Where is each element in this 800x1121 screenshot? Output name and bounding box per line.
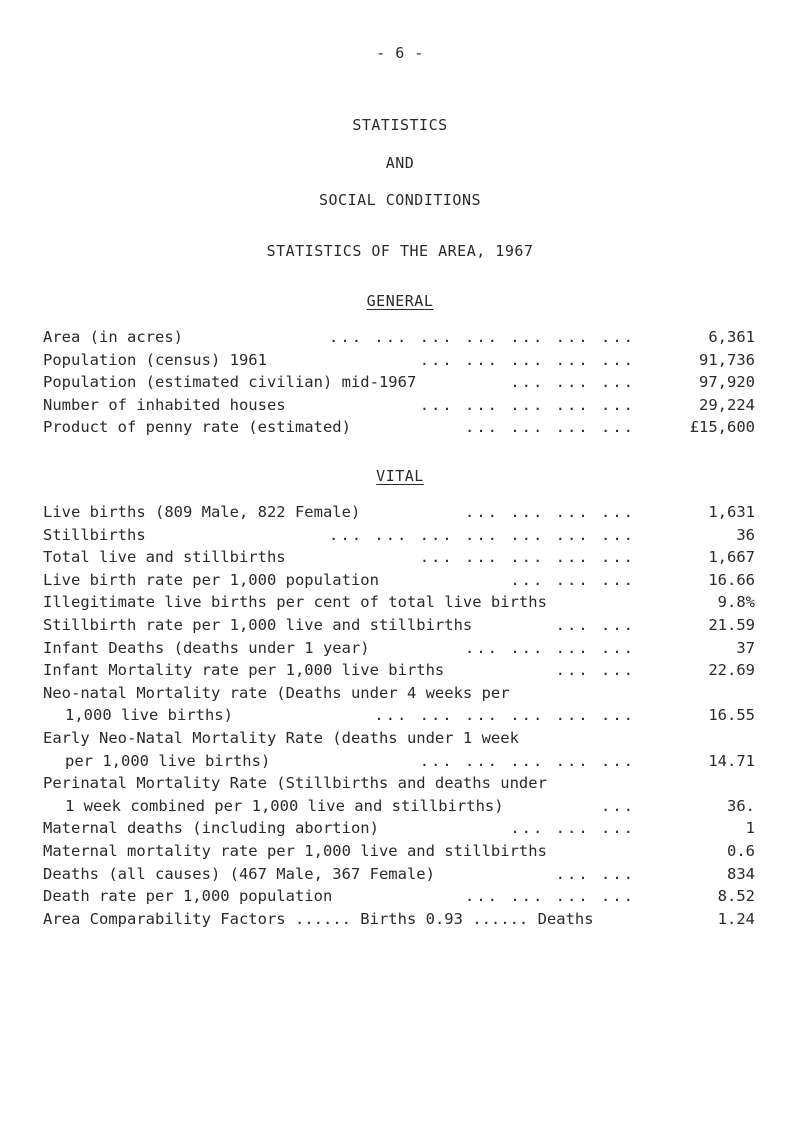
- heading-statistics: STATISTICS: [352, 116, 448, 134]
- table-row: [43, 614, 755, 637]
- row-leader-dots: ... ... ... ...: [465, 418, 635, 437]
- vital-table: [43, 501, 755, 930]
- row-label: Death rate per 1,000 population: [43, 887, 333, 906]
- row-value: 97,920: [699, 373, 755, 392]
- row-label: Infant Deaths (deaths under 1 year): [43, 638, 370, 657]
- table-row: [43, 501, 755, 524]
- row-value: 22.69: [708, 661, 755, 680]
- row-label: Maternal deaths (including abortion): [43, 819, 379, 838]
- row-value: 1,631: [708, 503, 755, 521]
- row-label: Infant Mortality rate per 1,000 live births: [43, 661, 445, 680]
- table-row: [43, 704, 755, 727]
- row-value: 36.: [727, 796, 755, 815]
- row-label: Total live and stillbirths: [43, 548, 286, 567]
- row-value: 16.66: [708, 570, 755, 589]
- table-row: [43, 659, 755, 682]
- page-number: - 6 -: [376, 44, 424, 62]
- row-leader-dots: ... ... ... ...: [465, 887, 635, 906]
- general-table: [43, 326, 755, 439]
- row-leader-dots: ... ...: [555, 615, 635, 634]
- row-leader-dots: ... ... ... ...: [465, 638, 635, 657]
- row-value: 6,361: [708, 328, 755, 346]
- row-value: 16.55: [708, 706, 755, 725]
- row-value: 14.71: [708, 751, 755, 770]
- table-row: [43, 908, 755, 931]
- table-row: [43, 682, 755, 705]
- row-leader-dots: ... ... ... ... ... ... ...: [329, 525, 635, 544]
- row-value: 21.59: [708, 615, 755, 634]
- row-leader-dots: ... ... ... ... ...: [419, 395, 635, 414]
- row-label: Population (estimated civilian) mid-1967: [43, 373, 417, 392]
- row-value: 29,224: [699, 395, 755, 414]
- table-row: [43, 795, 755, 818]
- row-label: Population (census) 1961: [43, 350, 267, 369]
- table-row: [43, 546, 755, 569]
- heading-area-statistics: STATISTICS OF THE AREA, 1967: [266, 242, 534, 260]
- row-label: Deaths (all causes) (467 Male, 367 Female): [43, 864, 435, 883]
- row-label: Number of inhabited houses: [43, 395, 286, 414]
- row-leader-dots: ... ... ... ...: [465, 503, 635, 521]
- row-label: 1 week combined per 1,000 live and stillbirths): [65, 796, 504, 815]
- row-leader-dots: ... ... ... ... ...: [419, 350, 635, 369]
- row-value: £15,600: [689, 418, 755, 437]
- row-label: per 1,000 live births): [65, 751, 271, 770]
- row-leader-dots: ... ... ... ... ...: [419, 548, 635, 567]
- table-row: [43, 817, 755, 840]
- row-leader-dots: ... ... ... ... ...: [419, 751, 635, 770]
- row-label: Stillbirths: [43, 525, 146, 544]
- row-leader-dots: ... ... ... ... ... ... ...: [329, 328, 635, 346]
- row-label: Illegitimate live births per cent of total live births: [43, 593, 547, 612]
- row-label: Live births (809 Male, 822 Female): [43, 503, 361, 521]
- row-label: Product of penny rate (estimated): [43, 418, 351, 437]
- heading-vital-wrap: [0, 467, 800, 485]
- row-label: Area Comparability Factors ...... Births 0.93 ...... Deaths: [43, 909, 594, 928]
- row-value: 0.6: [727, 841, 755, 860]
- table-row: [43, 349, 755, 372]
- table-row: [43, 371, 755, 394]
- table-row: [43, 727, 755, 750]
- row-value: 36: [736, 525, 755, 544]
- row-label: Early Neo-Natal Mortality Rate (deaths under 1 week: [43, 728, 519, 747]
- row-label: Live birth rate per 1,000 population: [43, 570, 379, 589]
- row-value: 834: [727, 864, 755, 883]
- row-leader-dots: ...: [601, 796, 635, 815]
- row-label: Area (in acres): [43, 328, 183, 346]
- row-value: 1: [745, 819, 755, 838]
- table-row: [43, 637, 755, 660]
- table-row: [43, 524, 755, 547]
- row-label: Neo-natal Mortality rate (Deaths under 4 weeks per: [43, 683, 510, 702]
- table-row: [43, 840, 755, 863]
- table-row: [43, 885, 755, 908]
- row-label: 1,000 live births): [65, 706, 233, 725]
- row-leader-dots: ... ... ...: [510, 570, 635, 589]
- row-leader-dots: ... ...: [555, 864, 635, 883]
- heading-vital: VITAL: [376, 467, 424, 485]
- heading-general: GENERAL: [366, 292, 434, 310]
- table-row: [43, 750, 755, 773]
- row-value: 9.8%: [717, 593, 755, 612]
- heading-and: AND: [385, 154, 415, 172]
- row-value: 8.52: [717, 887, 755, 906]
- table-row: [43, 591, 755, 614]
- table-row: [43, 863, 755, 886]
- table-row: [43, 326, 755, 349]
- row-value: 37: [736, 638, 755, 657]
- heading-social-conditions: SOCIAL CONDITIONS: [318, 191, 482, 209]
- row-label: Maternal mortality rate per 1,000 live and stillbirths: [43, 841, 547, 860]
- row-value: 1.24: [717, 909, 755, 928]
- row-leader-dots: ... ... ...: [510, 819, 635, 838]
- table-row: [43, 394, 755, 417]
- table-row: [43, 772, 755, 795]
- row-value: 91,736: [699, 350, 755, 369]
- row-value: 1,667: [708, 548, 755, 567]
- row-label: Stillbirth rate per 1,000 live and stillbirths: [43, 615, 473, 634]
- row-leader-dots: ... ... ...: [510, 373, 635, 392]
- heading-general-wrap: [0, 292, 800, 310]
- row-leader-dots: ... ...: [555, 661, 635, 680]
- row-label: Perinatal Mortality Rate (Stillbirths and deaths under: [43, 774, 547, 793]
- table-row: [43, 569, 755, 592]
- table-row: [43, 416, 755, 439]
- row-leader-dots: ... ... ... ... ... ...: [374, 706, 635, 725]
